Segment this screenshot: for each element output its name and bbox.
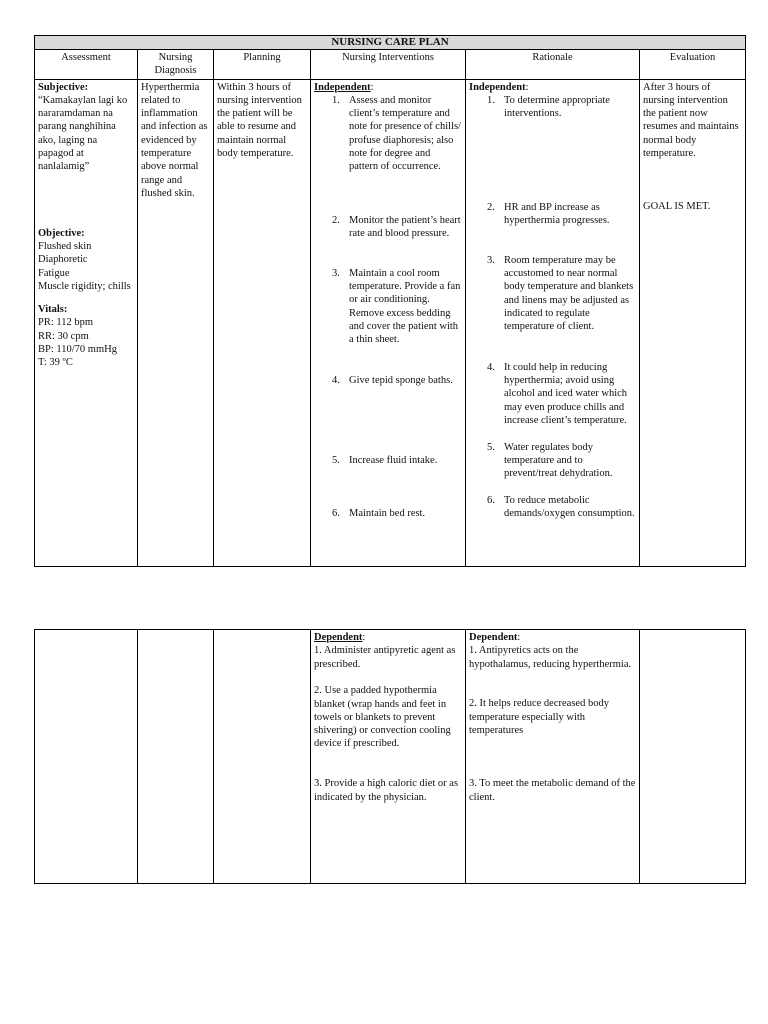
list-item: 1. To determine appropriate interventions. [487, 94, 610, 120]
subjective-text: “Kamakaylan lagi ko nararamdaman na parang nanghihina ako, laging na papagod at nanlalamig” [38, 94, 128, 173]
list-item: 6. Maintain bed rest. [332, 507, 426, 519]
nursing-care-plan-continuation-table [34, 629, 746, 884]
vitals-label: Vitals: [38, 304, 68, 316]
dependent-label: Dependent [469, 632, 518, 643]
nursing-care-plan-table [34, 35, 746, 567]
diagnosis-text: Hyperthermia related to inflammation and infection as evidenced by temperature above normal range and flushed skin. [141, 81, 208, 199]
objective-label: Objective: [38, 227, 85, 239]
header-evaluation: Evaluation [640, 50, 746, 80]
dependent-label: Dependent [314, 632, 363, 643]
planning-text: Within 3 hours of nursing intervention the patient will be able to resume and maintain normal body temperature. [217, 81, 302, 160]
list-item: 2. Use a padded hypothermia blanket (wrap hands and feet in towels or blankets to prevent shivering) or convection cooling device if prescribed. [314, 685, 451, 750]
table-title: NURSING CARE PLAN [35, 36, 746, 50]
assessment-cell-empty [35, 630, 138, 884]
list-item: 3. Maintain a cool room temperature. Provide a fan or air conditioning. Remove excess bedding and cover the patient with a thin sheet. [332, 267, 461, 346]
header-planning: Planning [214, 50, 311, 80]
vital-item: T: 39 ºC [38, 357, 73, 369]
objective-item: Muscle rigidity; chills [38, 280, 131, 292]
header-nursing-interventions: Nursing Interventions [311, 50, 466, 80]
header-nursing-diagnosis: Nursing Diagnosis [138, 50, 214, 80]
rationale-cell: Independent: 1. To determine appropriate interventions. 2. HR and BP increase as hyperthermia progresses. 3. Room temperature may be accustomed to near normal body temperature and blankets and linens may be adjusted as indicated to regulate temperature of client. 4. It could help in reducing hyperthermia; avoid using alcohol and iced water which may even produce chills and increase client’s temperature. 5. Water regulates body temperature and to prevent/treat dehydration. 6. To reduce metabolic demands/oxygen consumption. [466, 79, 640, 566]
list-item: 3. To meet the metabolic demand of the client. [469, 778, 636, 803]
objective-item: Diaphoretic [38, 254, 88, 266]
list-item: 3. Provide a high caloric diet or as indicated by the physician. [314, 778, 459, 803]
evaluation-cell [640, 79, 746, 566]
table-row [35, 630, 746, 884]
diagnosis-cell [138, 79, 214, 566]
goal-status: GOAL IS MET. [643, 201, 711, 213]
vital-item: RR: 30 cpm [38, 330, 89, 342]
list-item: 4. Give tepid sponge baths. [332, 374, 453, 386]
header-rationale: Rationale [466, 50, 640, 80]
evaluation-cell-empty [640, 630, 746, 884]
objective-item: Flushed skin [38, 240, 92, 252]
list-item: 4. It could help in reducing hyperthermia; avoid using alcohol and iced water which may even produce chills and increase client’s temperature. [487, 361, 628, 427]
header-row [35, 50, 746, 80]
independent-label: Independent [469, 81, 526, 93]
list-item: 2. Monitor the patient’s heart rate and blood pressure. [332, 214, 461, 240]
objective-item: Fatigue [38, 267, 70, 279]
interventions-cell: Independent: 1. Assess and monitor client’s temperature and note for presence of chills/ profuse diaphoresis; also note for degree and pattern of occurrence. 2. Monitor the patient’s heart rate and blood pressure. 3. Maintain a cool room temperature. Provide a fan or air conditioning. Remove excess bedding and cover the patient with a thin sheet. 4. Give tepid sponge baths. 5. Increase fluid intake. 6. Maintain bed rest. [311, 79, 466, 566]
evaluation-text: After 3 hours of nursing intervention the patient now resumes and maintains normal body temperature. [643, 81, 739, 160]
diagnosis-cell-empty [138, 630, 214, 884]
subjective-label: Subjective: [38, 81, 89, 93]
list-item: 2. It helps reduce decreased body temperature especially with temperatures [469, 698, 609, 736]
list-item: 5. Increase fluid intake. [332, 454, 438, 466]
assessment-cell [35, 79, 138, 566]
planning-cell-empty [214, 630, 311, 884]
table-row [35, 79, 746, 566]
list-item: 6. To reduce metabolic demands/oxygen consumption. [487, 494, 635, 520]
header-assessment: Assessment [35, 50, 138, 80]
list-item: 2. HR and BP increase as hyperthermia progresses. [487, 201, 610, 227]
list-item: 3. Room temperature may be accustomed to near normal body temperature and blankets and linens may be adjusted as indicated to regulate temperature of client. [487, 254, 634, 333]
dependent-interventions-cell: Dependent: 1. Administer antipyretic agent as prescribed. 2. Use a padded hypothermia blanket (wrap hands and feet in towels or blankets to prevent shivering) or convection cooling device if prescribed. 3. Provide a high caloric diet or as indicated by the physician. [311, 630, 466, 884]
list-item: 1. Assess and monitor client’s temperature and note for presence of chills/ profuse diaphoresis; also note for degree and pattern of occurrence. [332, 94, 461, 173]
list-item: 1. Administer antipyretic agent as prescribed. [314, 645, 456, 670]
list-item: 5. Water regulates body temperature and to prevent/treat dehydration. [487, 441, 613, 480]
vital-item: BP: 110/70 mmHg [38, 344, 117, 356]
vital-item: PR: 112 bpm [38, 317, 94, 329]
independent-label: Independent [314, 81, 371, 93]
list-item: 1. Antipyretics acts on the hypothalamus, reducing hyperthermia. [469, 645, 632, 670]
dependent-rationale-cell: Dependent: 1. Antipyretics acts on the hypothalamus, reducing hyperthermia. 2. It helps reduce decreased body temperature especially with temperatures 3. To meet the metabolic demand of the client. [466, 630, 640, 884]
planning-cell [214, 79, 311, 566]
